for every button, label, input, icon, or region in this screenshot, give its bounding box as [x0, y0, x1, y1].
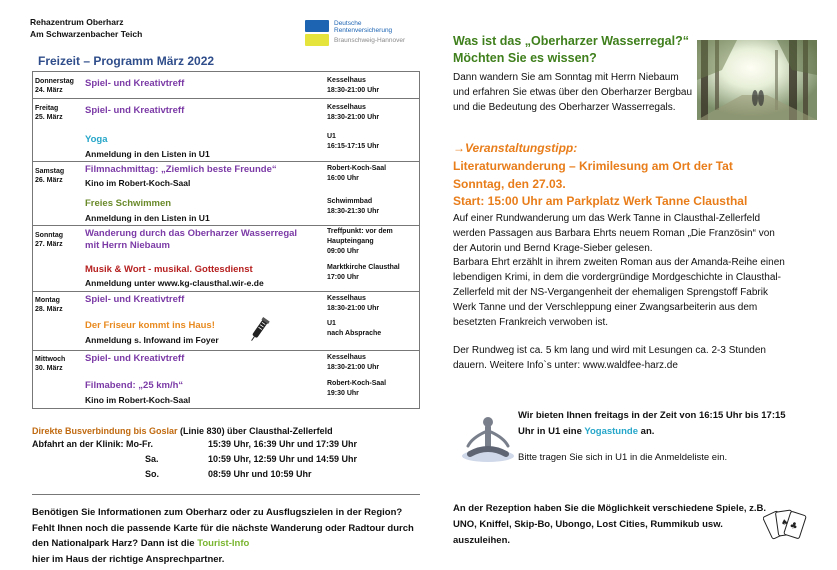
event-title: Yoga	[85, 134, 108, 145]
tourist-info-highlight: Tourist-Info	[197, 538, 250, 549]
hair-clipper-icon	[248, 316, 270, 344]
svg-text:♣: ♣	[788, 520, 799, 533]
event-title: Filmnachmittag: „Ziemlich beste Freunde“	[85, 164, 277, 175]
event-title: Musik & Wort - musikal. Gottesdienst	[85, 264, 253, 275]
forest-photo	[697, 40, 817, 120]
event-tip-label: →Veranstaltungstipp:	[453, 141, 578, 155]
schedule-row-friday: Freitag 25. März Spiel- und Kreativtreff Kesselhaus 18:30-21:00 Uhr Yoga Anmeldung in den Listen in U1 U1 16:15-17:15 Uhr	[33, 99, 419, 162]
bus-label-weekday: Abfahrt an der Klinik: Mo-Fr.	[32, 439, 154, 449]
logo-mark-icon	[305, 20, 329, 46]
event-title: Filmabend: „25 km/h“	[85, 380, 184, 391]
event-title: Spiel- und Kreativtreff	[85, 105, 185, 116]
yoga-figure-icon	[458, 412, 518, 464]
schedule-row-sunday: Sonntag 27. März Wanderung durch das Oberharzer Wasserregal mit Herrn Niebaum Treffpunkt: vor dem Haupteingang 09:00 Uhr Musik & Wort - musikal. Gottesdienst Anmeldung unter www.kg-clausthal.wir-e.de Marktkirche Clausthal 17:00 Uhr	[33, 226, 419, 292]
yoga-offer: Wir bieten Ihnen freitags in der Zeit von 16:15 Uhr bis 17:15 Uhr in U1 eine Yogastunde an.	[518, 410, 786, 437]
wasserregal-body: Dann wandern Sie am Sonntag mit Herrn Niebaum und erfahren Sie etwas über den Oberharzer Bergbau und die Bedeutung des Oberharzer Wasserregals.	[453, 72, 693, 113]
schedule-row-thursday: Donnerstag 24. März Spiel- und Kreativtreff Kesselhaus 18:30-21:00 Uhr	[33, 72, 419, 99]
tourist-info-paragraph: Benötigen Sie Informationen zum Oberharz oder zu Ausflugszielen in der Region? Fehlt Ihnen noch die passende Karte für die nächste Wanderung oder Radtour durch den Nationalpark Harz? Dann ist die Tourist-Info hier im Haus der richtige Ansprechpartner.	[32, 494, 420, 566]
org-name: Rehazentrum Oberharz	[30, 17, 124, 27]
bus-label-sunday: So.	[145, 469, 160, 479]
schedule-table	[32, 71, 420, 409]
program-title: Freizeit – Programm März 2022	[38, 54, 215, 68]
literature-walk-body: Auf einer Rundwanderung um das Werk Tanne in Clausthal-Zellerfeld werden Passagen aus Barbara Ehrts neuem Roman „Die Französin“ von der Autorin und Bernd Krage-Sieber gelesen. Barbara Ehrt erzählt in ihrem zweiten Roman aus der Amanda-Reihe einen lebendigen Krimi, in dem die vordergründige Mordgeschichte in Clausthal-Zellerfeld mit der NS-Vergangenheit der ehemaligen Sprengstoff Fabrik Werk Tanne und der Verschleppung einer Zwangsarbeiterin aus dem besetzten Frankreich verwoben ist.	[453, 213, 785, 328]
event-note: Kino im Robert-Koch-Saal	[85, 395, 191, 405]
games-info: An der Rezeption haben Sie die Möglichkeit verschiedene Spiele, z.B. UNO, Kniffel, Skip-Bo, Ubongo, Lost Cities, Rummikub usw. auszuleihen.	[453, 503, 767, 546]
bus-connection: Direkte Busverbindung bis Goslar (Linie 830) über Clausthal-Zellerfeld	[32, 426, 333, 436]
event-note: Anmeldung in den Listen in U1	[85, 149, 210, 159]
bus-label-saturday: Sa.	[145, 454, 159, 464]
event-note: Anmeldung unter www.kg-clausthal.wir-e.de	[85, 278, 264, 288]
event-note: Kino im Robert-Koch-Saal	[85, 178, 191, 188]
bus-times-weekday: 15:39 Uhr, 16:39 Uhr und 17:39 Uhr	[208, 439, 358, 449]
event-note: Anmeldung s. Infowand im Foyer	[85, 335, 219, 345]
event-title: Wanderung durch das Oberharzer Wasserregal mit Herrn Niebaum	[85, 228, 298, 251]
drv-logo: Deutsche Rentenversicherung Braunschweig-Hannover	[305, 18, 425, 48]
event-note: Anmeldung in den Listen in U1	[85, 213, 210, 223]
bus-times-saturday: 10:59 Uhr, 12:59 Uhr und 14:59 Uhr	[208, 454, 358, 464]
schedule-row-wednesday: Mittwoch 30. März Spiel- und Kreativtreff Kesselhaus 18:30-21:00 Uhr Filmabend: „25 km/h“ Kino im Robert-Koch-Saal Robert-Koch-Saal 19:30 Uhr	[35, 353, 387, 405]
literature-walk-heading: Literaturwanderung – Krimilesung am Ort der Tat Sonntag, den 27.03. Start: 15:00 Uhr am Parkplatz Werk Tanne Clausthal	[453, 159, 748, 208]
organization-header	[30, 16, 142, 40]
playing-cards-icon	[763, 507, 809, 547]
event-title: Spiel- und Kreativtreff	[85, 294, 185, 305]
schedule-row-monday: Montag 28. März Spiel- und Kreativtreff Kesselhaus 18:30-21:00 Uhr Der Friseur kommt ins Haus! Anmeldung s. Infowand im Foyer U1 nach Absprache	[33, 292, 419, 351]
yoga-highlight: Yogastunde	[584, 426, 639, 437]
event-title: Spiel- und Kreativtreff	[85, 78, 185, 89]
event-title: Freies Schwimmen	[85, 198, 172, 209]
org-address: Am Schwarzenbacher Teich	[30, 29, 143, 39]
yoga-note: Bitte tragen Sie sich in U1 in die Anmeldeliste ein.	[518, 452, 728, 463]
event-title: Spiel- und Kreativtreff	[85, 353, 185, 364]
wasserregal-title: Was ist das „Oberharzer Wasserregal?“ Möchten Sie es wissen?	[453, 34, 689, 65]
bus-title: Direkte Busverbindung bis Goslar	[32, 426, 178, 436]
svg-text:♠: ♠	[780, 517, 789, 528]
event-title: Der Friseur kommt ins Haus!	[85, 320, 215, 331]
schedule-row-saturday: Samstag 26. März Filmnachmittag: „Ziemlich beste Freunde“ Kino im Robert-Koch-Saal Robert-Koch-Saal 16:00 Uhr Freies Schwimmen Anmeldung in den Listen in U1 Schwimmbad 18:30-21:30 Uhr	[33, 162, 419, 226]
bus-times-sunday: 08:59 Uhr und 10:59 Uhr	[208, 469, 312, 479]
walk-details: Der Rundweg ist ca. 5 km lang und wird mit Lesungen ca. 2-3 Stunden dauern. Weitere Info`s unter: www.waldfee-harz.de	[453, 345, 766, 371]
